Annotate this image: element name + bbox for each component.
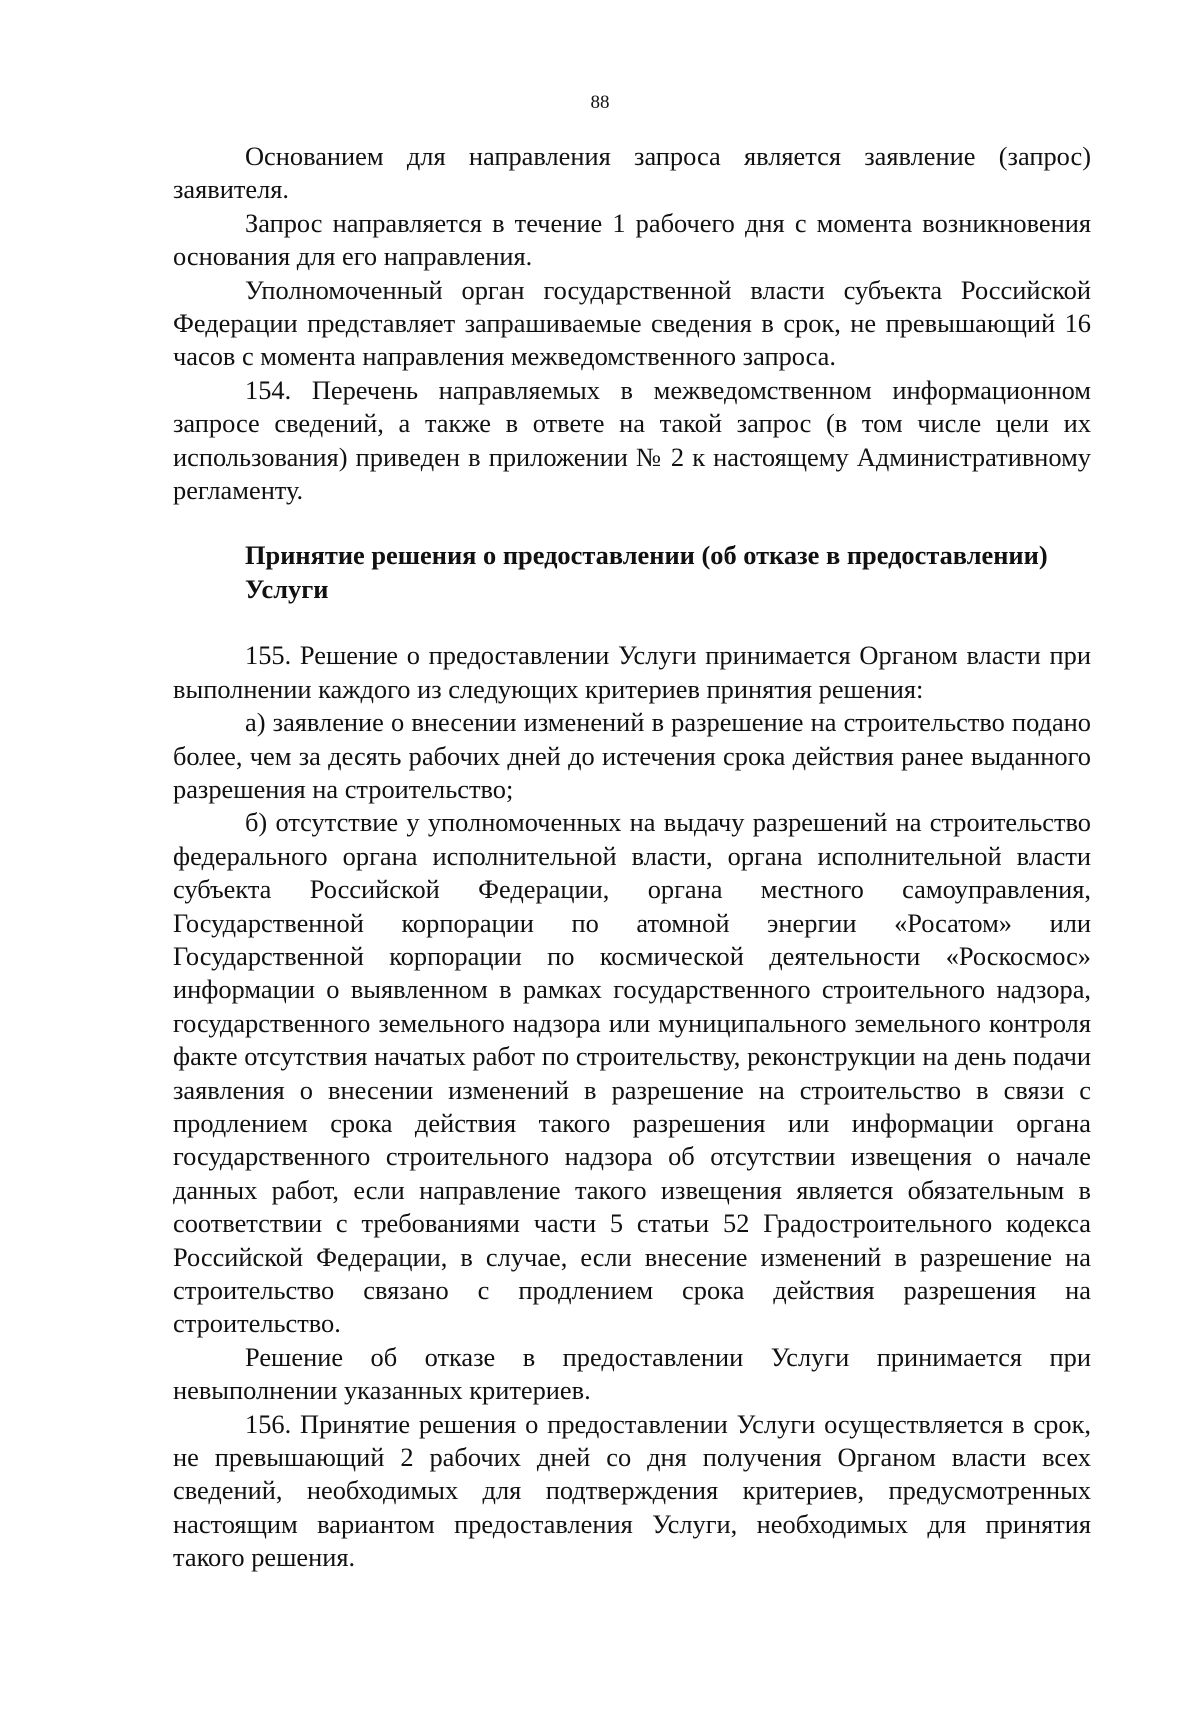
document-body: [173, 140, 1091, 1575]
section-heading-line-1: Принятие решения о предоставлении (об отказе в предоставлении): [245, 540, 1048, 571]
paragraph-request-basis: Основанием для направления запроса является заявление (запрос) заявителя.: [173, 141, 1091, 205]
section-heading-line-2: Услуги: [245, 573, 329, 604]
paragraph-authority-response: Уполномоченный орган государственной власти субъекта Российской Федерации представляет запрашиваемые сведения в срок, не превышающий 16 часов с момента направления межведомственного запроса.: [173, 274, 1091, 372]
section-heading: [173, 507, 1091, 639]
paragraph-154: 154. Перечень направляемых в межведомственном информационном запросе сведений, а также в ответе на такой запрос (в том числе цели их использования) приведен в приложении № 2 к настоящему Административному регламенту.: [173, 374, 1091, 506]
paragraph-criterion-b: б) отсутствие у уполномоченных на выдачу разрешений на строительство федерального органа исполнительной власти, органа исполнительной власти субъекта Российской Федерации, органа местного самоуправления, Государственной корпорации по атомной энергии «Росатом» или Государственной корпорации по космической деятельности «Роскосмос» информации о выявленном в рамках государственного строительного надзора, государственного земельного надзора или муниципального земельного контроля факте отсутствия начатых работ по строительству, реконструкции на день подачи заявления о внесении изменений в разрешение на строительство в связи с продлением срока действия такого разрешения или информации органа государственного строительного надзора об отсутствии извещения о начале данных работ, если направление такого извещения является обязательным в соответствии с требованиями части 5 статьи 52 Градостроительного кодекса Российской Федерации, в случае, если внесение изменений в разрешение на строительство связано с продлением срока действия разрешения на строительство.: [173, 807, 1091, 1339]
paragraph-155: 155. Решение о предоставлении Услуги принимается Органом власти при выполнении каждого из следующих критериев принятия решения:: [173, 640, 1091, 704]
page-number: 88: [590, 92, 610, 113]
paragraph-156: 156. Принятие решения о предоставлении Услуги осуществляется в срок, не превышающий 2 рабочих дней со дня получения Органом власти всех сведений, необходимых для подтверждения критериев, предусмотренных настоящим вариантом предоставления Услуги, необходимых для принятия такого решения.: [173, 1408, 1091, 1573]
paragraph-refusal: Решение об отказе в предоставлении Услуги принимается при невыполнении указанных критериев.: [173, 1341, 1091, 1406]
paragraph-request-deadline: Запрос направляется в течение 1 рабочего дня с момента возникновения основания для его направления.: [173, 207, 1091, 272]
paragraph-criterion-a: а) заявление о внесении изменений в разрешение на строительство подано более, чем за десять рабочих дней до истечения срока действия ранее выданного разрешения на строительство;: [173, 707, 1091, 804]
